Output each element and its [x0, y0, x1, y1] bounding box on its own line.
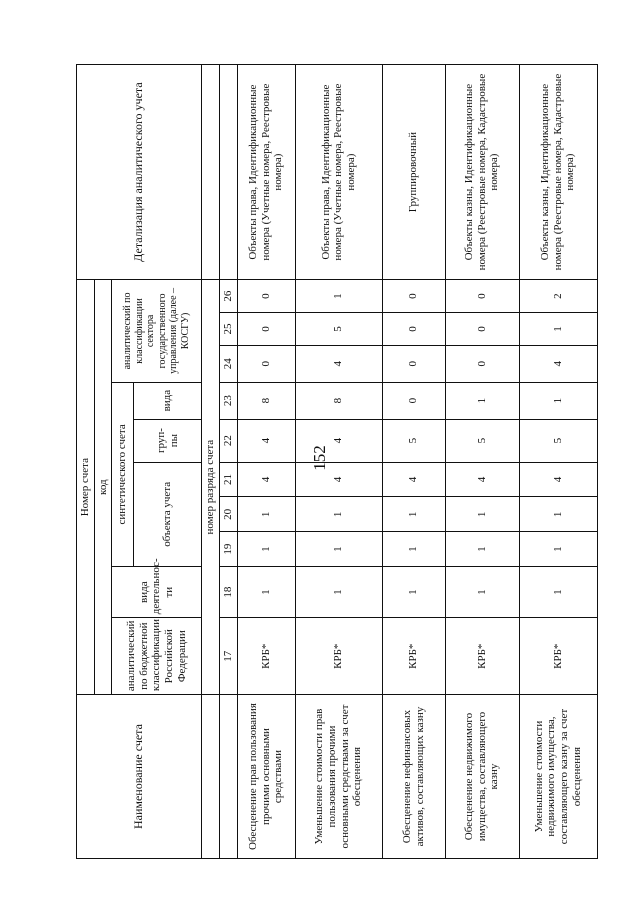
- account-table-container: [76, 64, 584, 859]
- header-code: код: [94, 280, 112, 695]
- row-detail: Объекты казны, Идентификационные номера (Реестровые номера, Кадастровые номера): [519, 65, 597, 280]
- column-number: 25: [219, 313, 237, 346]
- header-analytic-kosgu: аналитический по классификации сектора государственного управления (далее – КОСГУ): [112, 280, 202, 383]
- header-detailing: Детализация аналитического учета: [77, 65, 202, 280]
- row-activity: 1: [445, 567, 519, 618]
- row-digit-20: 1: [382, 497, 445, 532]
- row-activity: 1: [519, 567, 597, 618]
- table-row: [295, 65, 382, 859]
- row-digit-22: 5: [445, 419, 519, 462]
- row-digit-21: 4: [445, 462, 519, 497]
- row-kbk: КРБ*: [519, 618, 597, 695]
- row-digit-19: 1: [519, 532, 597, 567]
- row-digit-24: 0: [445, 345, 519, 382]
- row-digit-19: 1: [237, 532, 295, 567]
- row-digit-23: 1: [519, 382, 597, 419]
- header-kind: вида: [134, 382, 202, 419]
- table-row: [445, 65, 519, 859]
- row-digit-24: 0: [237, 345, 295, 382]
- header-group: груп-пы: [134, 419, 202, 462]
- page-number-text: 152: [310, 445, 329, 471]
- row-digit-20: 1: [295, 497, 382, 532]
- row-detail: Объекты права, Идентификационные номера (Учетные номера, Реестровые номера): [237, 65, 295, 280]
- header-empty: [202, 65, 220, 280]
- row-account-name: Обесценение прав пользования прочими основными средствами: [237, 695, 295, 859]
- row-digit-21: 4: [382, 462, 445, 497]
- row-account-name: Уменьшение стоимости недвижимого имущества, составляющего казну за счет обесценения: [519, 695, 597, 859]
- row-digit-20: 1: [445, 497, 519, 532]
- header-account-name: Наименование счета: [77, 695, 202, 859]
- row-activity: 1: [382, 567, 445, 618]
- header-empty: [202, 695, 220, 859]
- header-analytic-budget: аналитический по бюджетной классификации Российской Федерации: [112, 618, 202, 695]
- row-account-name: Уменьшение стоимости прав пользования прочими основными средствами за счет обесценения: [295, 695, 382, 859]
- column-number: 23: [219, 382, 237, 419]
- row-digit-22: 4: [237, 419, 295, 462]
- row-kbk: КРБ*: [295, 618, 382, 695]
- row-digit-24: 0: [382, 345, 445, 382]
- row-digit-23: 8: [237, 382, 295, 419]
- row-digit-22: 5: [519, 419, 597, 462]
- row-digit-25: 1: [519, 313, 597, 346]
- header-activity-type: вида деятельнос-ти: [112, 567, 202, 618]
- header-synthetic: синтетического счета: [112, 382, 134, 566]
- row-digit-22: 5: [382, 419, 445, 462]
- row-detail: Объекты права, Идентификационные номера (Учетные номера, Реестровые номера): [295, 65, 382, 280]
- row-digit-19: 1: [382, 532, 445, 567]
- row-detail: Объекты казны, Идентификационные номера (Реестровые номера, Кадастровые номера): [445, 65, 519, 280]
- row-digit-25: 5: [295, 313, 382, 346]
- row-activity: 1: [237, 567, 295, 618]
- row-digit-21: 4: [237, 462, 295, 497]
- row-activity: 1: [295, 567, 382, 618]
- row-digit-21: 4: [519, 462, 597, 497]
- row-digit-23: 0: [382, 382, 445, 419]
- row-digit-25: 0: [237, 313, 295, 346]
- row-digit-26: 0: [445, 280, 519, 313]
- row-digit-26: 2: [519, 280, 597, 313]
- column-number: 21: [219, 462, 237, 497]
- row-digit-19: 1: [445, 532, 519, 567]
- column-number: 24: [219, 345, 237, 382]
- column-number: 26: [219, 280, 237, 313]
- row-digit-24: 4: [295, 345, 382, 382]
- row-digit-26: 1: [295, 280, 382, 313]
- table-row: [382, 65, 445, 859]
- row-digit-26: 0: [382, 280, 445, 313]
- table-row: [237, 65, 295, 859]
- row-digit-24: 4: [519, 345, 597, 382]
- header-digit-numbers: номер разряда счета: [202, 280, 220, 695]
- account-table: [76, 64, 598, 859]
- row-digit-19: 1: [295, 532, 382, 567]
- row-digit-22: 4: [295, 419, 382, 462]
- header-account-number: Номер счета: [77, 280, 95, 695]
- column-number: 18: [219, 567, 237, 618]
- header-account-object: объекта учета: [134, 462, 202, 566]
- account-table-rotated: [76, 64, 584, 859]
- colnum-empty: [219, 65, 237, 280]
- row-kbk: КРБ*: [237, 618, 295, 695]
- row-kbk: КРБ*: [445, 618, 519, 695]
- table-row: [519, 65, 597, 859]
- row-digit-25: 0: [382, 313, 445, 346]
- colnum-empty: [219, 695, 237, 859]
- column-number: 20: [219, 497, 237, 532]
- row-digit-25: 0: [445, 313, 519, 346]
- row-digit-26: 0: [237, 280, 295, 313]
- row-digit-23: 8: [295, 382, 382, 419]
- row-account-name: Обесценение нефинансовых активов, составляющих казну: [382, 695, 445, 859]
- row-digit-21: 4: [295, 462, 382, 497]
- row-digit-20: 1: [519, 497, 597, 532]
- column-number: 17: [219, 618, 237, 695]
- row-kbk: КРБ*: [382, 618, 445, 695]
- row-digit-23: 1: [445, 382, 519, 419]
- row-account-name: Обесценение недвижимого имущества, составляющего казну: [445, 695, 519, 859]
- column-number: 22: [219, 419, 237, 462]
- row-detail: Группировочный: [382, 65, 445, 280]
- row-digit-20: 1: [237, 497, 295, 532]
- column-number: 19: [219, 532, 237, 567]
